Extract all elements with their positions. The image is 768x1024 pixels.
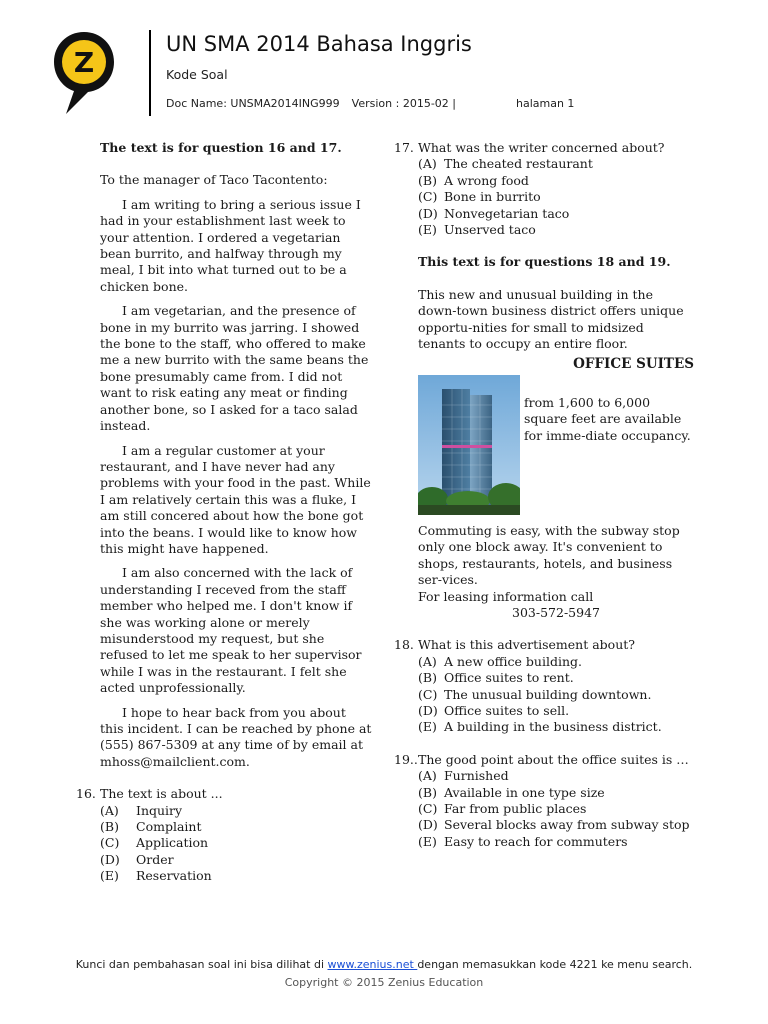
- question-16: [76, 786, 372, 884]
- doc-meta: [166, 97, 468, 110]
- ad-section: [394, 254, 694, 621]
- ad-lead: This new and unusual building in the down-town business district offers unique opportu-nities for small to midsized tenants to occupy an entire floor.: [418, 286, 684, 352]
- ad-phone: 303-572-5947: [512, 604, 600, 620]
- left-column: [76, 140, 372, 885]
- question-number: 18.: [394, 637, 414, 653]
- answer-option[interactable]: (D) Several blocks away from subway stop: [418, 817, 690, 833]
- ad-commute: Commuting is easy, with the subway stop only one block away. It's convenient to shops, restaurants, hotels, and business ser-vices.: [418, 522, 680, 588]
- question-stem: The text is about ...: [100, 786, 223, 802]
- answer-option[interactable]: (A) The cheated restaurant: [418, 156, 593, 172]
- answer-option[interactable]: (C) Far from public places: [418, 800, 587, 816]
- letter-paragraph: I am also concerned with the lack of understanding I receved from the staff member who helped me. I don't know if she was working alone or merely misunderstood my request, but she refused to let me speak to her supervisor while I was in the restaurant. I felt she acted unprofessionally.: [100, 565, 362, 696]
- answer-option[interactable]: (A) Inquiry: [100, 802, 183, 818]
- letter-salutation: To the manager of Taco Tacontento:: [100, 172, 328, 188]
- answer-option[interactable]: (E) Easy to reach for commuters: [418, 833, 628, 849]
- ad-body: [418, 375, 694, 515]
- building-photo: [418, 375, 520, 515]
- answer-option[interactable]: (D) Office suites to sell.: [418, 702, 570, 718]
- answer-option[interactable]: (B) Available in one type size: [418, 784, 605, 800]
- zenius-logo: [52, 30, 116, 116]
- answer-option[interactable]: (D) Nonvegetarian taco: [418, 205, 570, 221]
- letter-paragraph: I am writing to bring a serious issue I had in your establishment last week to your attention. I ordered a vegetarian bean burrito, and halfway through my meal, I bit into what turned out to be a chicken bone.: [100, 196, 361, 294]
- answer-option[interactable]: (E) A building in the business district.: [418, 719, 662, 735]
- answer-option[interactable]: (E) Unserved taco: [418, 222, 536, 238]
- answer-option[interactable]: (A) A new office building.: [418, 653, 582, 669]
- page-title: UN SMA 2014 Bahasa Inggris: [166, 32, 472, 56]
- answer-option[interactable]: (B) Office suites to rent.: [418, 670, 574, 686]
- question-number: 17.: [394, 140, 414, 155]
- answer-option[interactable]: (B) A wrong food: [418, 172, 529, 188]
- answer-option[interactable]: (C) Bone in burrito: [418, 189, 541, 205]
- question-number: 19..: [394, 751, 418, 767]
- answer-option[interactable]: (C) Application: [100, 835, 209, 851]
- passage-intro: The text is for question 16 and 17.: [100, 140, 342, 155]
- letter-paragraph: I hope to hear back from you about this incident. I can be reached by phone at (555) 867-5309 at any time of by email at mhoss@mailclient.com.: [100, 704, 372, 769]
- page-subtitle: Kode Soal: [166, 67, 228, 82]
- ad-heading: OFFICE SUITES: [573, 356, 694, 373]
- question-stem: The good point about the office suites is …: [418, 751, 689, 767]
- logo-letter: Z: [73, 46, 95, 79]
- question-17: [394, 140, 694, 238]
- question-19: [394, 752, 694, 850]
- answer-option[interactable]: (E) Reservation: [100, 868, 212, 884]
- page-number: halaman 1: [516, 97, 575, 110]
- answer-option[interactable]: (C) The unusual building downtown.: [418, 686, 652, 702]
- passage-intro: This text is for questions 18 and 19.: [418, 254, 671, 270]
- doc-name: Doc Name: UNSMA2014ING999: [166, 97, 340, 110]
- header-divider: [149, 30, 151, 116]
- question-stem: What is this advertisement about?: [418, 637, 635, 653]
- zenius-link[interactable]: www.zenius.net: [327, 958, 418, 971]
- letter-paragraph: I am a regular customer at your restaurant, and I have never had any problems with your food in the past. While I am relatively certain this was a fluke, I am still concered about how the bone got into the beans. I would like to know how this might have happened.: [100, 442, 371, 556]
- footer-copyright: Copyright © 2015 Zenius Education: [284, 976, 484, 989]
- ad-side-text: from 1,600 to 6,000 square feet are available for imme-diate occupancy.: [524, 394, 691, 443]
- doc-version: Version : 2015-02 |: [351, 97, 456, 110]
- question-18: [394, 637, 694, 735]
- answer-option[interactable]: (A) Furnished: [418, 768, 509, 784]
- footer-note: Kunci dan pembahasan soal ini bisa dilihat di www.zenius.net dengan memasukkan kode 4221 ke menu search.: [75, 958, 693, 971]
- right-column: [394, 140, 694, 850]
- question-number: 16.: [76, 786, 96, 802]
- ad-leasing: For leasing information call: [418, 588, 594, 604]
- letter-paragraph: I am vegetarian, and the presence of bone in my burrito was jarring. I showed the bone to the staff, who offered to make me a new burrito with the same beans the bone presumably came from. I did not want to risk eating any meat or finding another bone, so I asked for a taco salad instead.: [100, 303, 369, 434]
- question-stem: What was the writer concerned about?: [418, 140, 665, 155]
- answer-option[interactable]: (D) Order: [100, 851, 174, 867]
- answer-option[interactable]: (B) Complaint: [100, 819, 202, 835]
